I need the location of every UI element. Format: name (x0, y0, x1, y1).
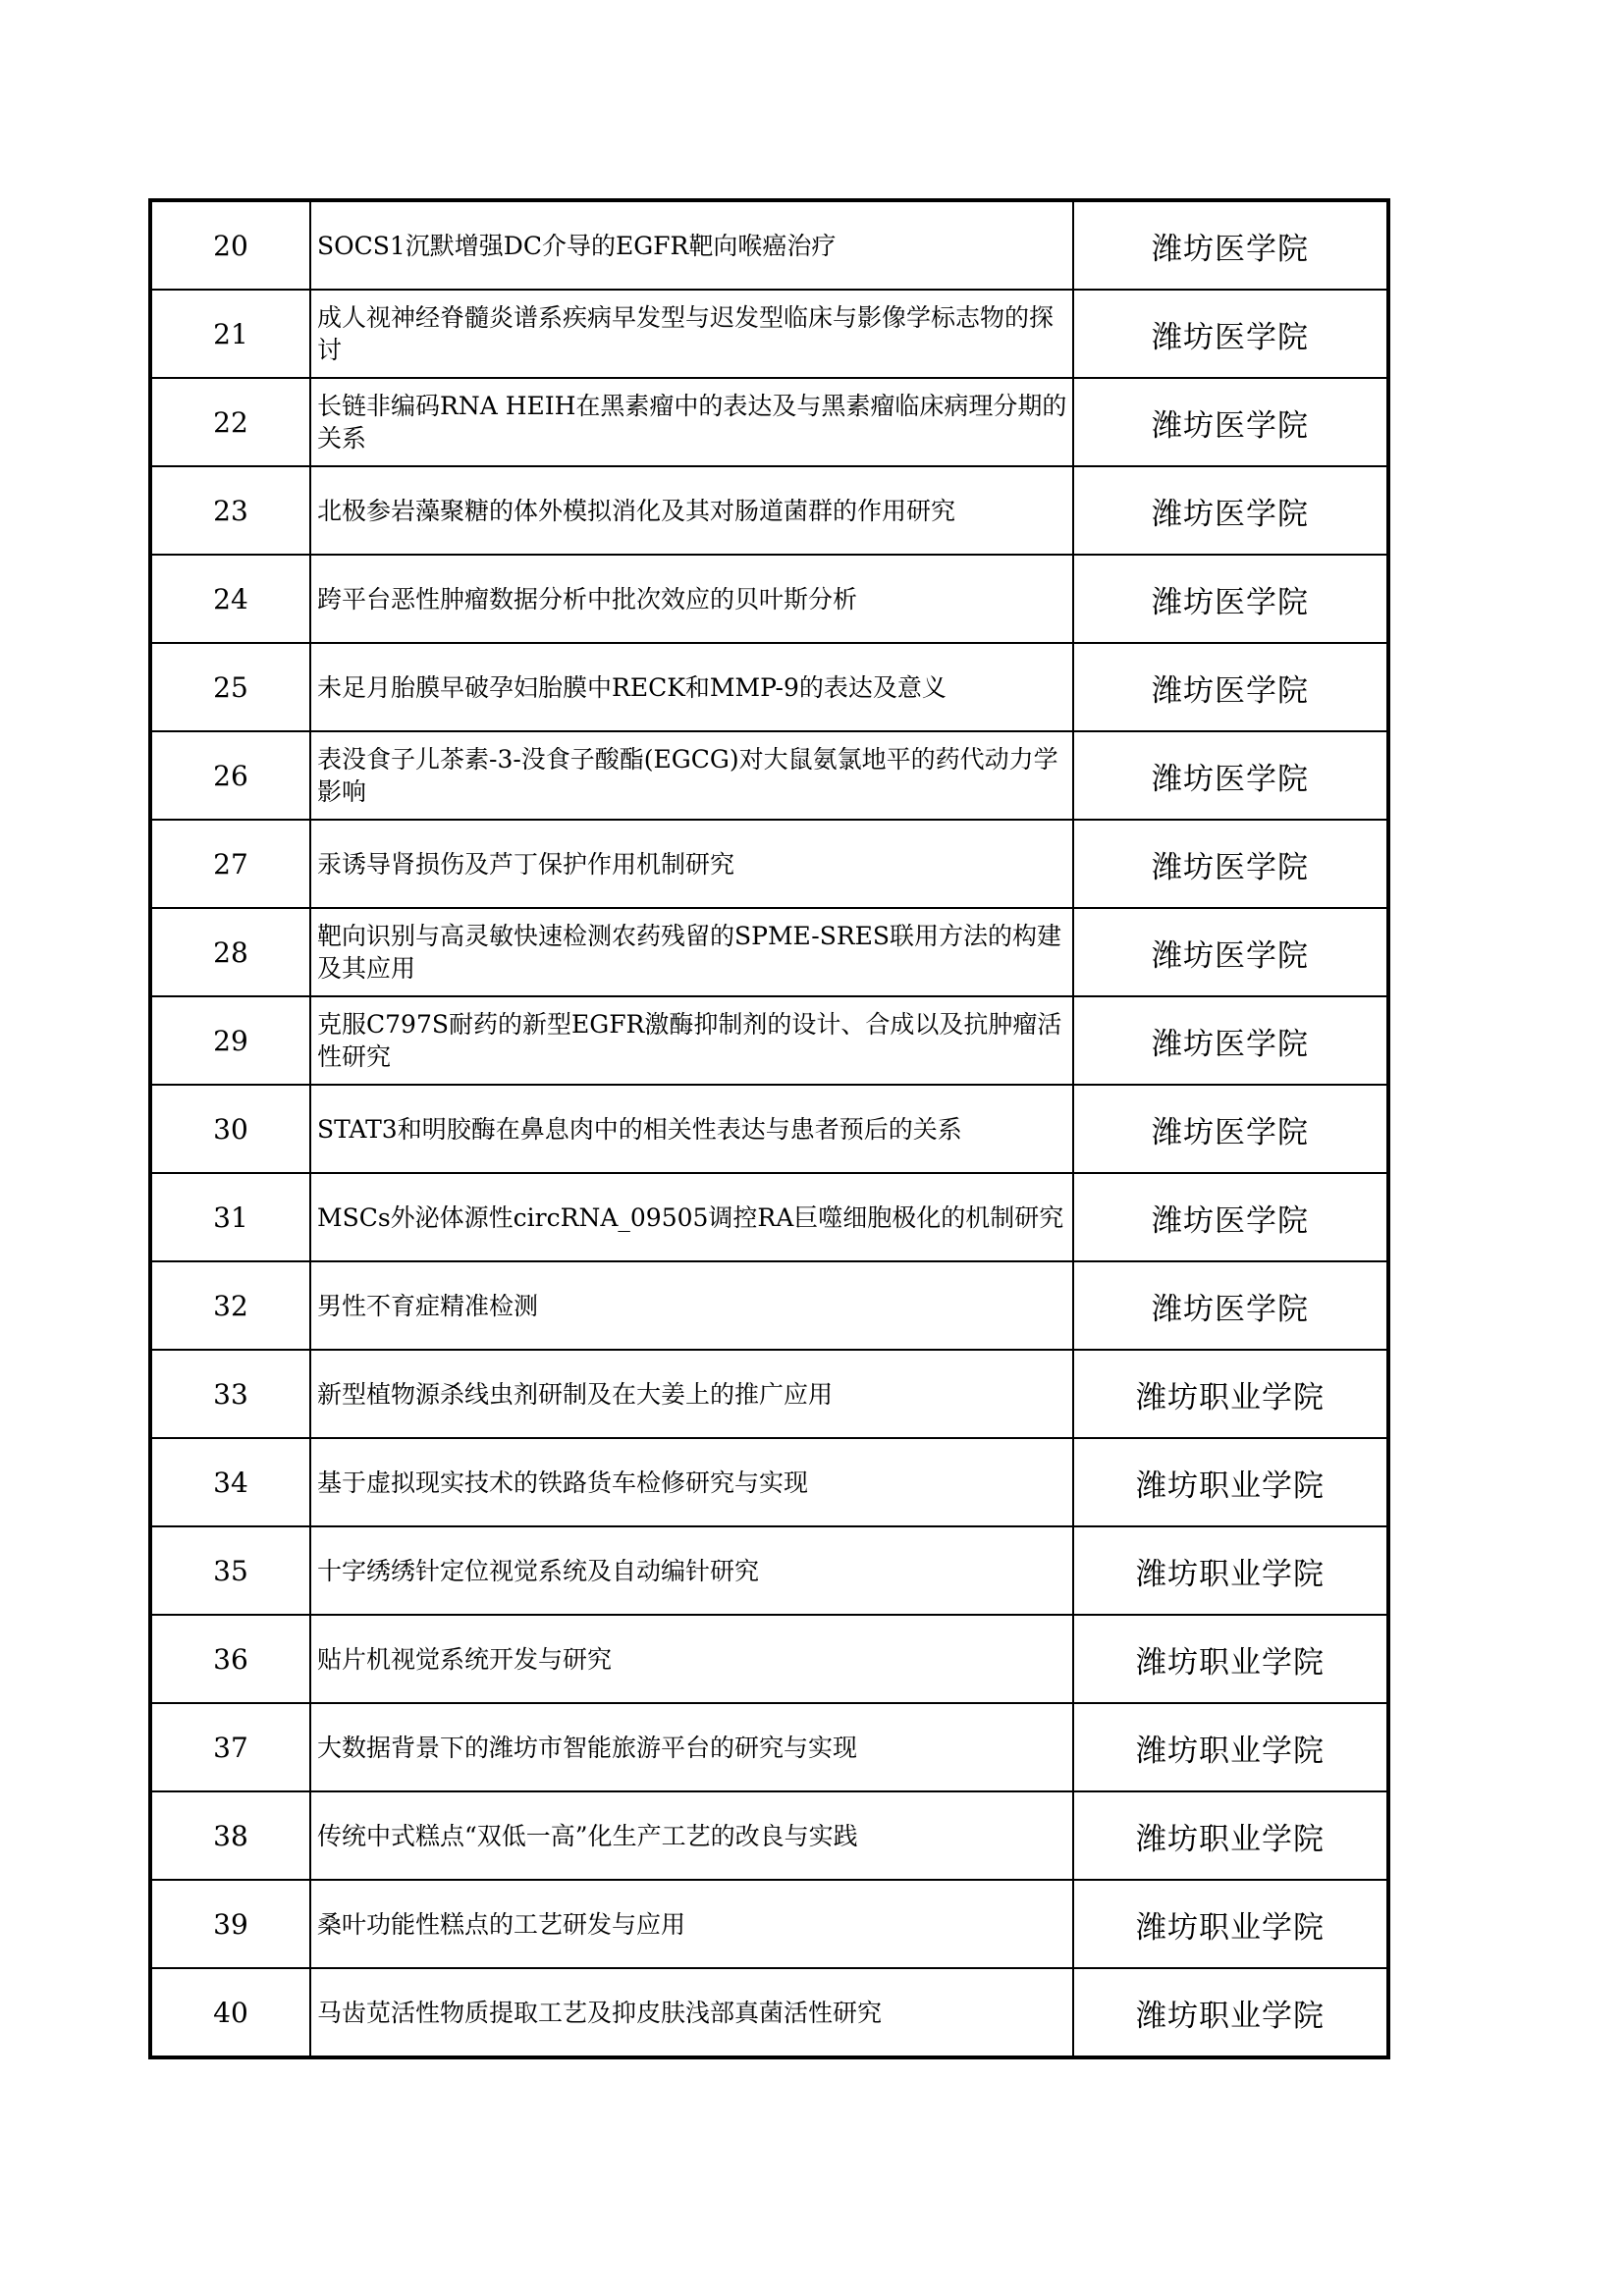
row-number-cell: 35 (151, 1526, 310, 1615)
table-row (151, 1526, 1387, 1615)
table-row (151, 820, 1387, 908)
institution-cell: 潍坊职业学院 (1073, 1350, 1387, 1438)
project-title-cell: STAT3和明胶酶在鼻息肉中的相关性表达与患者预后的关系 (310, 1085, 1073, 1173)
institution-cell: 潍坊医学院 (1073, 1173, 1387, 1261)
project-title-cell: 新型植物源杀线虫剂研制及在大姜上的推广应用 (310, 1350, 1073, 1438)
institution-cell: 潍坊医学院 (1073, 820, 1387, 908)
project-table-body (151, 201, 1387, 2056)
project-title-cell: 十字绣绣针定位视觉系统及自动编针研究 (310, 1526, 1073, 1615)
row-number-cell: 31 (151, 1173, 310, 1261)
table-row (151, 1350, 1387, 1438)
table-row (151, 1615, 1387, 1703)
institution-cell: 潍坊医学院 (1073, 1261, 1387, 1350)
project-title-cell: SOCS1沉默增强DC介导的EGFR靶向喉癌治疗 (310, 201, 1073, 290)
project-table (150, 200, 1388, 2057)
institution-cell: 潍坊职业学院 (1073, 1791, 1387, 1880)
project-title-cell: 大数据背景下的潍坊市智能旅游平台的研究与实现 (310, 1703, 1073, 1791)
project-title-cell: 汞诱导肾损伤及芦丁保护作用机制研究 (310, 820, 1073, 908)
row-number-cell: 39 (151, 1880, 310, 1968)
project-title-cell: 桑叶功能性糕点的工艺研发与应用 (310, 1880, 1073, 1968)
row-number-cell: 40 (151, 1968, 310, 2056)
institution-cell: 潍坊医学院 (1073, 1085, 1387, 1173)
project-title-cell: 成人视神经脊髓炎谱系疾病早发型与迟发型临床与影像学标志物的探讨 (310, 290, 1073, 378)
institution-cell: 潍坊医学院 (1073, 996, 1387, 1085)
project-title-cell: 男性不育症精准检测 (310, 1261, 1073, 1350)
institution-cell: 潍坊医学院 (1073, 466, 1387, 555)
row-number-cell: 27 (151, 820, 310, 908)
table-row (151, 201, 1387, 290)
project-title-cell: 传统中式糕点“双低一高”化生产工艺的改良与实践 (310, 1791, 1073, 1880)
institution-cell: 潍坊职业学院 (1073, 1968, 1387, 2056)
row-number-cell: 21 (151, 290, 310, 378)
project-title-cell: 北极参岩藻聚糖的体外模拟消化及其对肠道菌群的作用研究 (310, 466, 1073, 555)
table-row (151, 1880, 1387, 1968)
row-number-cell: 26 (151, 731, 310, 820)
project-title-cell: 未足月胎膜早破孕妇胎膜中RECK和MMP-9的表达及意义 (310, 643, 1073, 731)
table-row (151, 996, 1387, 1085)
table-row (151, 1085, 1387, 1173)
project-title-cell: 靶向识别与高灵敏快速检测农药残留的SPME-SRES联用方法的构建及其应用 (310, 908, 1073, 996)
institution-cell: 潍坊职业学院 (1073, 1703, 1387, 1791)
row-number-cell: 25 (151, 643, 310, 731)
project-table-frame (148, 198, 1390, 2059)
table-row (151, 1173, 1387, 1261)
table-row (151, 290, 1387, 378)
table-row (151, 1968, 1387, 2056)
institution-cell: 潍坊职业学院 (1073, 1438, 1387, 1526)
project-title-cell: 克服C797S耐药的新型EGFR激酶抑制剂的设计、合成以及抗肿瘤活性研究 (310, 996, 1073, 1085)
institution-cell: 潍坊职业学院 (1073, 1880, 1387, 1968)
table-row (151, 1791, 1387, 1880)
institution-cell: 潍坊医学院 (1073, 378, 1387, 466)
table-row (151, 466, 1387, 555)
project-title-cell: 基于虚拟现实技术的铁路货车检修研究与实现 (310, 1438, 1073, 1526)
project-title-cell: 马齿苋活性物质提取工艺及抑皮肤浅部真菌活性研究 (310, 1968, 1073, 2056)
row-number-cell: 37 (151, 1703, 310, 1791)
table-row (151, 378, 1387, 466)
institution-cell: 潍坊职业学院 (1073, 1526, 1387, 1615)
row-number-cell: 36 (151, 1615, 310, 1703)
row-number-cell: 33 (151, 1350, 310, 1438)
institution-cell: 潍坊医学院 (1073, 555, 1387, 643)
table-row (151, 1438, 1387, 1526)
table-row (151, 908, 1387, 996)
project-title-cell: 贴片机视觉系统开发与研究 (310, 1615, 1073, 1703)
table-row (151, 643, 1387, 731)
row-number-cell: 38 (151, 1791, 310, 1880)
institution-cell: 潍坊医学院 (1073, 908, 1387, 996)
project-title-cell: 跨平台恶性肿瘤数据分析中批次效应的贝叶斯分析 (310, 555, 1073, 643)
project-title-cell: MSCs外泌体源性circRNA_09505调控RA巨噬细胞极化的机制研究 (310, 1173, 1073, 1261)
table-row (151, 1703, 1387, 1791)
row-number-cell: 20 (151, 201, 310, 290)
project-title-cell: 表没食子儿茶素-3-没食子酸酯(EGCG)对大鼠氨氯地平的药代动力学影响 (310, 731, 1073, 820)
table-row (151, 1261, 1387, 1350)
row-number-cell: 29 (151, 996, 310, 1085)
institution-cell: 潍坊职业学院 (1073, 1615, 1387, 1703)
row-number-cell: 30 (151, 1085, 310, 1173)
row-number-cell: 32 (151, 1261, 310, 1350)
row-number-cell: 28 (151, 908, 310, 996)
project-title-cell: 长链非编码RNA HEIH在黑素瘤中的表达及与黑素瘤临床病理分期的关系 (310, 378, 1073, 466)
table-row (151, 731, 1387, 820)
institution-cell: 潍坊医学院 (1073, 290, 1387, 378)
table-row (151, 555, 1387, 643)
institution-cell: 潍坊医学院 (1073, 731, 1387, 820)
row-number-cell: 22 (151, 378, 310, 466)
row-number-cell: 23 (151, 466, 310, 555)
row-number-cell: 34 (151, 1438, 310, 1526)
institution-cell: 潍坊医学院 (1073, 643, 1387, 731)
institution-cell: 潍坊医学院 (1073, 201, 1387, 290)
row-number-cell: 24 (151, 555, 310, 643)
